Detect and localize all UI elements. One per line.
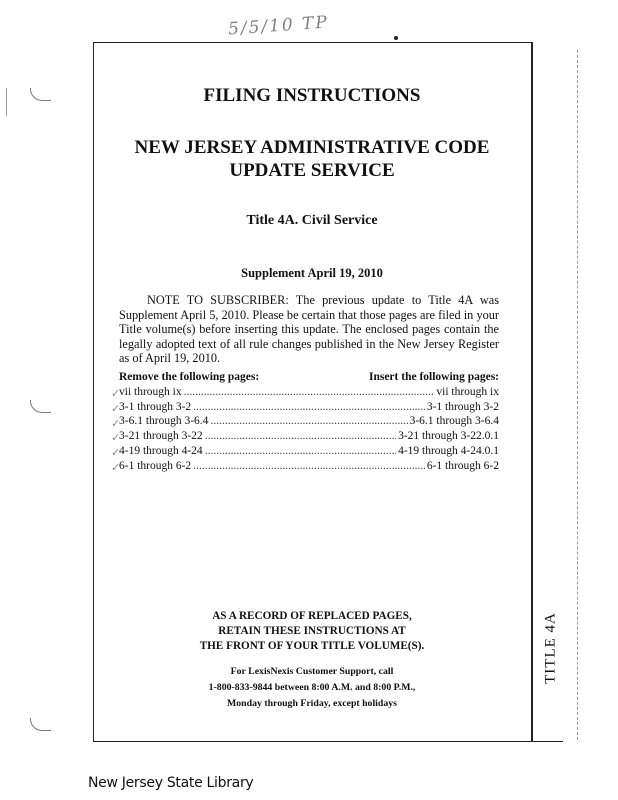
dot-leader xyxy=(193,459,425,474)
pages-row xyxy=(119,400,499,415)
insert-range: 3-1 through 3-2 xyxy=(426,400,499,413)
dot-leader xyxy=(210,414,407,429)
tab-edge-marks xyxy=(577,50,579,740)
document-title: FILING INSTRUCTIONS xyxy=(203,85,421,106)
insert-pages-header: Insert the following pages: xyxy=(368,371,499,383)
handwritten-note: 5/5/10 TP xyxy=(227,12,330,40)
title-subtitle: Title 4A. Civil Service xyxy=(246,213,378,228)
code-title-line: UPDATE SERVICE xyxy=(229,160,395,181)
code-title-line: NEW JERSEY ADMINISTRATIVE CODE xyxy=(134,137,490,158)
insert-range: 3-6.1 through 3-6.4 xyxy=(409,415,499,428)
check-mark-icon: ✓ xyxy=(111,403,121,415)
subscriber-note: NOTE TO SUBSCRIBER: The previous update to Title 4A was Supplement April 5, 2010. Please be certain that those pages are filed in your Title volume(s) before inserting this update. The enclosed pages contain the legally adopted text of all rule changes published in the New Jersey Register as of April 19, 2010. xyxy=(119,293,499,366)
code-title xyxy=(93,136,531,182)
insert-range: 3-21 through 3-22.0.1 xyxy=(398,430,499,443)
remove-pages-header: Remove the following pages: xyxy=(119,371,260,383)
remove-range: 6-1 through 6-2 xyxy=(119,459,192,472)
check-mark-icon: ✓ xyxy=(111,432,121,444)
pages-row xyxy=(119,385,499,400)
pages-row xyxy=(119,459,499,474)
page-right-rule xyxy=(531,42,533,742)
check-mark-icon: ✓ xyxy=(111,462,121,474)
dot-leader xyxy=(205,444,396,459)
library-stamp: New Jersey State Library xyxy=(88,775,254,791)
margin-tick xyxy=(6,88,7,116)
binder-hole-top xyxy=(30,88,51,101)
title-tab-label: TITLE 4A xyxy=(542,612,559,684)
pages-row xyxy=(119,429,499,444)
remove-range: 4-19 through 4-24 xyxy=(119,444,203,457)
record-line: RETAIN THESE INSTRUCTIONS AT xyxy=(218,625,406,637)
record-instructions xyxy=(93,609,531,654)
pages-table xyxy=(111,385,499,474)
check-mark-icon: ✓ xyxy=(111,447,121,459)
pages-row xyxy=(119,444,499,459)
check-mark-icon: ✓ xyxy=(111,418,121,430)
support-line: Monday through Friday, except holidays xyxy=(227,698,397,709)
customer-support xyxy=(93,664,531,712)
ink-dot xyxy=(394,36,398,40)
pages-row xyxy=(119,414,499,429)
dot-leader xyxy=(193,400,425,415)
dot-leader xyxy=(205,429,396,444)
insert-range: 6-1 through 6-2 xyxy=(426,459,499,472)
support-line: 1-800-833-9844 between 8:00 A.M. and 8:00 P.M., xyxy=(208,682,416,693)
supplement-date: Supplement April 19, 2010 xyxy=(241,266,383,280)
remove-range: 3-21 through 3-22 xyxy=(119,430,203,443)
record-line: THE FRONT OF YOUR TITLE VOLUME(S). xyxy=(199,640,425,652)
check-mark-icon: ✓ xyxy=(111,388,121,400)
insert-range: vii through ix xyxy=(436,386,499,398)
page-frame-bottom-rule xyxy=(93,741,563,742)
remove-range: 3-6.1 through 3-6.4 xyxy=(119,415,209,428)
support-line: For LexisNexis Customer Support, call xyxy=(230,666,394,677)
binder-hole-bottom xyxy=(30,718,51,731)
remove-range: vii through ix xyxy=(119,386,182,398)
insert-range: 4-19 through 4-24.0.1 xyxy=(398,444,499,457)
record-line: AS A RECORD OF REPLACED PAGES, xyxy=(212,610,412,622)
dot-leader xyxy=(184,385,435,400)
remove-range: 3-1 through 3-2 xyxy=(119,400,192,413)
binder-hole-middle xyxy=(30,400,51,413)
